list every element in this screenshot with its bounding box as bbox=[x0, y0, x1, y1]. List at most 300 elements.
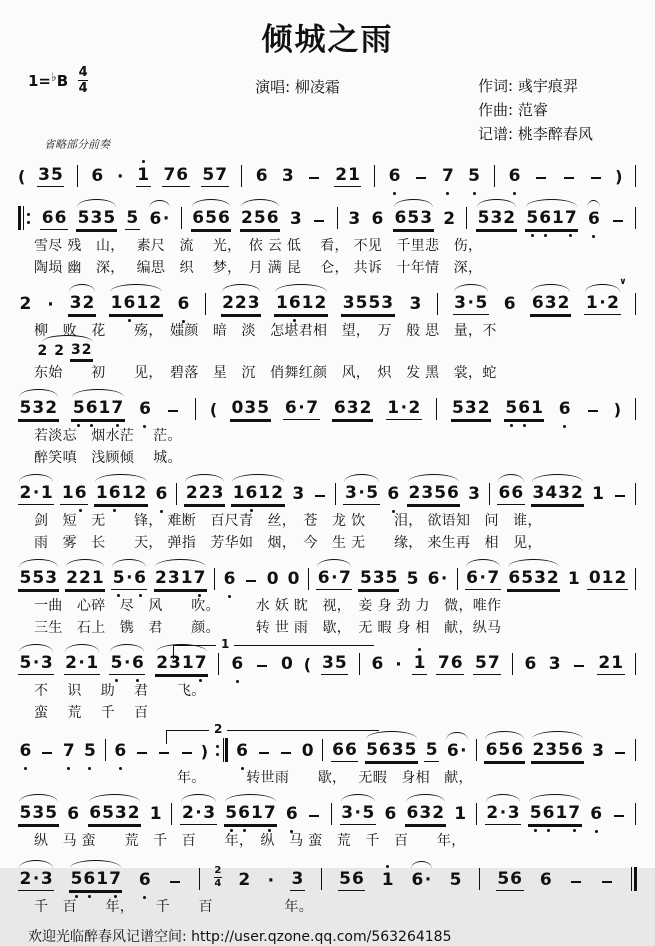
note-digit: 1 bbox=[232, 483, 245, 504]
lyrics-line: 三生 石上 镌 君 颜。 转 世 雨 歇， 无 暇 身 相 献，纵马 bbox=[34, 620, 502, 636]
note-group bbox=[18, 399, 59, 420]
note-digit: 2 bbox=[19, 483, 32, 504]
note-group bbox=[154, 485, 169, 505]
note-digit: 6 bbox=[539, 209, 552, 228]
note-group bbox=[191, 209, 232, 230]
note-group bbox=[408, 295, 423, 315]
barline bbox=[181, 207, 182, 229]
note-digit: 5 bbox=[474, 653, 487, 674]
dash-note bbox=[615, 752, 625, 754]
notation-line bbox=[10, 557, 645, 593]
slur-arc bbox=[69, 284, 95, 292]
note-digit: 6 bbox=[333, 398, 346, 419]
note-digit: 2 bbox=[271, 483, 284, 504]
slur-arc bbox=[110, 284, 161, 292]
note-digit: 5 bbox=[32, 568, 45, 589]
lyrics-line: 若淡忘 烟水茫 茫。 bbox=[34, 428, 182, 444]
lyrics-line: 东始 初 见， 碧落 星 沉 俏舞红颜 风， 炽 发 黑 裳，蛇 bbox=[34, 365, 497, 381]
notation-line bbox=[10, 195, 645, 233]
note-digit: 5 bbox=[477, 208, 490, 229]
parenthesis: ( bbox=[18, 167, 26, 187]
note-digit: 2 bbox=[234, 293, 247, 314]
note-digit: 5 bbox=[50, 165, 63, 186]
mid-time-signature bbox=[214, 866, 222, 889]
octave-dot-below bbox=[88, 895, 91, 898]
note-digit: 5 bbox=[425, 740, 438, 761]
lyrics-line: 柳 败 花 殇， 媸颜 暗 淡 怎堪君相 望， 万 般 思 量，不 bbox=[34, 323, 497, 339]
augmentation-dot: · bbox=[32, 653, 40, 674]
system-3 bbox=[10, 277, 645, 382]
note-group bbox=[254, 167, 269, 187]
barline bbox=[105, 739, 106, 761]
note-group bbox=[37, 166, 65, 187]
note-digit: 6 bbox=[114, 742, 127, 761]
octave-dot-below bbox=[24, 767, 27, 770]
note-group bbox=[155, 654, 208, 675]
slur-arc bbox=[19, 474, 53, 482]
note-digit: 6 bbox=[41, 208, 54, 229]
note-group bbox=[451, 399, 492, 420]
lyrics-line: 一曲 心碎 尽 风 吹。 水 妖 眈 视， 妾 身 劲 力 微，唯作 bbox=[34, 598, 502, 614]
note-digit: 2 bbox=[503, 208, 516, 229]
note-digit: 3 bbox=[69, 293, 82, 314]
note-digit: 2 bbox=[127, 803, 140, 824]
note-digit: 1 bbox=[413, 654, 426, 673]
system-10 bbox=[10, 855, 645, 916]
note-group bbox=[111, 569, 147, 590]
slur-arc bbox=[185, 474, 224, 482]
note-digit: 3 bbox=[592, 741, 604, 762]
note-digit: 2 bbox=[546, 568, 559, 589]
note-digit: 0 bbox=[301, 741, 314, 762]
note-group bbox=[286, 570, 301, 590]
system-9 bbox=[10, 792, 645, 850]
note-digit: 2 bbox=[241, 208, 253, 229]
note-digit: 5 bbox=[406, 569, 419, 590]
slur-arc bbox=[225, 794, 276, 802]
note-digit: 6 bbox=[344, 740, 357, 761]
slur-arc bbox=[531, 284, 570, 292]
note-group bbox=[566, 570, 581, 590]
barline bbox=[494, 165, 495, 187]
note-digit: 2 bbox=[65, 653, 77, 674]
note-group bbox=[321, 654, 349, 675]
note-digit: 1 bbox=[95, 483, 108, 504]
note-digit: 6 bbox=[571, 740, 583, 761]
augmentation-dot: · bbox=[123, 653, 131, 674]
note-digit: 6 bbox=[288, 294, 301, 313]
note-digit: 3 bbox=[534, 568, 546, 589]
octave-dot-below bbox=[573, 829, 576, 832]
note-digit: 5 bbox=[110, 654, 123, 673]
notation-line bbox=[10, 792, 645, 828]
note-group bbox=[40, 209, 68, 230]
slur-arc bbox=[156, 644, 207, 652]
note-group bbox=[465, 569, 501, 590]
note-group bbox=[300, 742, 315, 762]
note-digit: 2 bbox=[54, 343, 64, 359]
note-digit: 6 bbox=[54, 208, 67, 229]
barline bbox=[479, 868, 480, 890]
note-digit: 3 bbox=[454, 293, 466, 314]
note-digit: 3 bbox=[464, 398, 477, 419]
barline bbox=[476, 739, 477, 761]
slur-arc bbox=[406, 794, 445, 802]
note-group bbox=[53, 342, 66, 360]
note-group bbox=[441, 167, 456, 187]
note-digit: 6 bbox=[134, 569, 147, 588]
volta-label: 2 bbox=[209, 722, 227, 736]
note-digit: 5 bbox=[468, 167, 481, 186]
note-group bbox=[138, 400, 153, 420]
composer-credit: 作曲: 范睿 bbox=[478, 101, 548, 119]
slur-arc bbox=[508, 559, 559, 567]
note-digit: 5 bbox=[103, 208, 116, 229]
note-digit: 1 bbox=[110, 293, 123, 314]
note-digit: 1 bbox=[552, 208, 564, 229]
note-digit: 6 bbox=[388, 167, 401, 186]
note-digit: 5 bbox=[77, 208, 90, 229]
note-group bbox=[591, 485, 606, 505]
note-group bbox=[591, 742, 606, 762]
note-digit: 7 bbox=[194, 654, 207, 673]
note-group bbox=[442, 210, 457, 230]
note-group bbox=[424, 741, 439, 762]
note-digit: 3 bbox=[409, 294, 422, 315]
barline bbox=[476, 803, 477, 825]
note-digit: 5 bbox=[521, 568, 534, 589]
system-7 bbox=[10, 637, 645, 722]
note-digit: 1 bbox=[531, 398, 543, 419]
note-group bbox=[547, 655, 562, 675]
note-group bbox=[448, 871, 463, 891]
note-group bbox=[154, 569, 207, 590]
note-digit: 6 bbox=[231, 655, 244, 674]
note-digit: 1 bbox=[40, 483, 53, 504]
octave-dot-below bbox=[241, 767, 244, 770]
barline bbox=[171, 803, 172, 825]
note-group bbox=[18, 569, 59, 590]
dash-note bbox=[615, 495, 625, 497]
note-digit: 5 bbox=[362, 803, 375, 824]
note-digit: 6 bbox=[539, 870, 552, 891]
note-digit: 5 bbox=[205, 208, 217, 229]
dash-note bbox=[602, 881, 612, 883]
octave-dot-below bbox=[236, 680, 239, 683]
system-2 bbox=[10, 195, 645, 277]
note-digit: 1 bbox=[555, 803, 568, 824]
slur-arc bbox=[486, 794, 520, 802]
barline bbox=[635, 293, 636, 315]
note-digit: 7 bbox=[437, 653, 450, 674]
note-digit: 3 bbox=[40, 653, 53, 674]
note-digit: 7 bbox=[564, 209, 577, 228]
dash-note bbox=[246, 580, 256, 582]
barline bbox=[635, 483, 636, 505]
dash-note bbox=[614, 815, 624, 817]
note-digit: 1 bbox=[381, 871, 394, 890]
note-group bbox=[76, 209, 117, 230]
note-group bbox=[496, 870, 524, 891]
augmentation-dot: · bbox=[400, 398, 408, 419]
note-digit: 2 bbox=[598, 653, 611, 674]
barline bbox=[321, 868, 322, 890]
note-digit: 6 bbox=[317, 568, 330, 589]
note-digit: 5 bbox=[366, 740, 378, 761]
note-group bbox=[497, 484, 525, 505]
note-digit: 5 bbox=[368, 293, 381, 314]
augmentation-dot: · bbox=[499, 803, 507, 824]
note-group bbox=[66, 805, 81, 825]
note-digit: 2 bbox=[532, 740, 545, 761]
barline bbox=[374, 165, 375, 187]
lyrics-line: 蛮 荒 千 百 bbox=[34, 705, 149, 721]
note-digit: 1 bbox=[86, 653, 99, 674]
barline bbox=[437, 293, 438, 315]
note-digit: 0 bbox=[588, 568, 601, 589]
octave-dot-below bbox=[544, 234, 547, 237]
key-prefix: 1= bbox=[28, 71, 52, 90]
note-group bbox=[531, 741, 584, 762]
slur-arc bbox=[42, 335, 93, 342]
slur-arc bbox=[532, 731, 583, 739]
system-5 bbox=[10, 472, 645, 552]
note-digit: 6 bbox=[74, 484, 87, 503]
note-digit: 6 bbox=[108, 484, 121, 503]
system-1 bbox=[10, 154, 645, 190]
note-digit: 7 bbox=[487, 568, 500, 589]
slur-arc bbox=[532, 474, 583, 482]
slur-arc bbox=[192, 199, 231, 207]
slur-arc bbox=[66, 559, 105, 567]
note-group bbox=[222, 570, 237, 590]
note-digit: 3 bbox=[419, 803, 432, 824]
note-digit: 7 bbox=[442, 167, 455, 186]
note-digit: 6 bbox=[285, 805, 298, 824]
parenthesis: ) bbox=[615, 167, 623, 187]
note-digit: 5 bbox=[19, 803, 32, 824]
note-group bbox=[82, 742, 97, 762]
ts-top: 2 bbox=[214, 865, 222, 876]
note-group bbox=[538, 871, 553, 891]
flat-accidental: ♭ bbox=[51, 69, 57, 84]
octave-dot-below bbox=[116, 424, 119, 427]
note-digit: 5 bbox=[19, 568, 32, 589]
note-digit: 3 bbox=[90, 208, 103, 229]
barline bbox=[635, 803, 636, 825]
note-group bbox=[485, 804, 521, 825]
note-group bbox=[453, 294, 489, 315]
note-digit: 3 bbox=[32, 803, 45, 824]
note-digit: 6 bbox=[378, 740, 391, 761]
dash-note bbox=[137, 752, 147, 754]
slur-arc bbox=[241, 199, 280, 207]
credits bbox=[478, 74, 593, 146]
barline bbox=[512, 653, 513, 675]
augmentation-dot: · bbox=[467, 293, 474, 314]
octave-dot-below bbox=[128, 319, 131, 322]
volta-label: 1 bbox=[216, 637, 234, 651]
barline bbox=[489, 483, 490, 505]
note-digit: 2 bbox=[557, 293, 570, 314]
note-digit: 6 bbox=[255, 166, 268, 187]
note-digit: 1 bbox=[592, 484, 604, 505]
note-group bbox=[65, 569, 106, 590]
note-digit: 3 bbox=[203, 803, 216, 824]
slur-arc bbox=[477, 199, 516, 207]
note-digit: 5 bbox=[407, 208, 420, 229]
barline bbox=[335, 483, 336, 505]
note-digit: 2 bbox=[477, 398, 490, 419]
note-digit: 3 bbox=[281, 166, 294, 187]
note-digit: 3 bbox=[348, 209, 361, 230]
time-bottom: 4 bbox=[78, 81, 88, 96]
slur-arc bbox=[587, 200, 600, 208]
note-group bbox=[525, 209, 578, 230]
note-group bbox=[383, 805, 398, 825]
note-digit: 2 bbox=[432, 803, 445, 824]
note-digit: 2 bbox=[198, 483, 211, 504]
note-digit: 3 bbox=[289, 209, 302, 230]
note-group bbox=[64, 654, 100, 675]
final-barline bbox=[630, 867, 637, 891]
note-group bbox=[109, 294, 162, 315]
dash-note bbox=[182, 752, 192, 754]
note-digit: 0 bbox=[287, 569, 300, 590]
note-digit: 6 bbox=[217, 208, 230, 229]
note-digit: 4 bbox=[545, 483, 558, 504]
note-digit: 7 bbox=[215, 165, 228, 186]
note-digit: 7 bbox=[62, 742, 75, 761]
note-digit: 3 bbox=[169, 653, 181, 674]
notation-line bbox=[10, 387, 645, 423]
dash-note bbox=[536, 177, 546, 179]
note-group bbox=[426, 570, 449, 590]
note-digit: 2 bbox=[359, 398, 372, 419]
note-group bbox=[148, 210, 171, 230]
note-digit: 0 bbox=[266, 569, 279, 590]
note-group bbox=[467, 167, 482, 187]
note-digit: 7 bbox=[109, 870, 122, 889]
slur-arc bbox=[181, 794, 215, 802]
note-group bbox=[224, 804, 277, 825]
note-digit: 6 bbox=[371, 209, 384, 230]
lyrics-line: 陶埙 幽 深， 编思 织 梦， 月 满 昆 仑， 共诉 十年情 深， bbox=[34, 260, 483, 276]
note-group bbox=[18, 870, 54, 891]
note-digit: 1 bbox=[301, 293, 314, 314]
note-group bbox=[340, 804, 376, 825]
note-group bbox=[284, 805, 299, 825]
octave-dot-below bbox=[160, 510, 163, 513]
note-digit: 2 bbox=[185, 483, 198, 504]
notation-line bbox=[10, 472, 645, 508]
intro-omitted-note: 省略部分前奏 bbox=[44, 138, 110, 151]
slur-arc bbox=[19, 794, 58, 802]
note-digit: 7 bbox=[568, 804, 581, 823]
note-group bbox=[235, 742, 250, 762]
dash-note bbox=[159, 752, 169, 754]
slur-arc bbox=[112, 559, 146, 567]
note-digit: 3 bbox=[38, 165, 50, 186]
octave-dot-below bbox=[250, 509, 253, 512]
note-digit: 1 bbox=[121, 483, 134, 504]
note-group bbox=[94, 484, 147, 505]
header bbox=[10, 14, 645, 143]
note-group bbox=[338, 870, 366, 891]
note-digit: 2 bbox=[78, 568, 91, 589]
note-digit: 5 bbox=[257, 398, 270, 419]
note-digit: 6 bbox=[503, 294, 516, 315]
note-digit: 5 bbox=[72, 399, 85, 418]
parenthesis: ) bbox=[200, 742, 209, 762]
note-digit: 5 bbox=[102, 803, 114, 824]
note-digit: 1 bbox=[348, 165, 360, 186]
note-digit: 6 bbox=[510, 869, 522, 890]
score-body bbox=[10, 154, 645, 916]
time-top: 4 bbox=[78, 65, 88, 80]
note-digit: 7 bbox=[111, 399, 124, 418]
slur-arc bbox=[149, 200, 170, 208]
note-group bbox=[230, 655, 245, 675]
note-digit: 5 bbox=[385, 568, 398, 589]
augmentation-dot: · bbox=[267, 871, 275, 892]
system-6 bbox=[10, 557, 645, 637]
note-group bbox=[148, 805, 163, 825]
barline bbox=[195, 398, 196, 420]
note-digit: 2 bbox=[37, 343, 48, 359]
note-digit: 6 bbox=[427, 569, 440, 590]
note-digit: 5 bbox=[83, 742, 96, 761]
note-group bbox=[36, 342, 49, 360]
note-group bbox=[184, 484, 225, 505]
note-group bbox=[386, 485, 401, 505]
note-digit: 6 bbox=[511, 483, 524, 504]
note-group bbox=[18, 654, 54, 675]
note-digit: 2 bbox=[614, 568, 627, 589]
augmentation-dot: · bbox=[395, 655, 402, 676]
note-digit: 5 bbox=[126, 208, 139, 229]
note-digit: 6 bbox=[411, 870, 424, 891]
note-digit: 3 bbox=[45, 568, 58, 589]
slur-arc bbox=[77, 199, 116, 207]
slur-arc bbox=[72, 389, 123, 397]
notation-line bbox=[10, 855, 645, 894]
note-digit: 1 bbox=[275, 293, 288, 314]
augmentation-dot: · bbox=[32, 869, 40, 890]
slur-arc bbox=[454, 284, 488, 292]
note-group bbox=[113, 742, 128, 762]
note-group bbox=[18, 295, 33, 315]
barline bbox=[241, 165, 242, 187]
note-group bbox=[68, 294, 96, 315]
note-group bbox=[405, 804, 446, 825]
note-digit: 1 bbox=[91, 568, 104, 589]
note-group bbox=[467, 485, 482, 505]
augmentation-dot: · bbox=[440, 569, 448, 590]
note-digit: 5 bbox=[497, 869, 510, 890]
note-group bbox=[201, 166, 229, 187]
note-digit: 1 bbox=[601, 568, 614, 589]
slur-arc bbox=[19, 860, 53, 868]
singer-credit: 演唱: 柳凌霜 bbox=[255, 78, 340, 96]
note-digit: 5 bbox=[19, 653, 32, 674]
note-group bbox=[60, 484, 88, 505]
note-digit: 5 bbox=[452, 398, 464, 419]
note-digit: 3 bbox=[40, 869, 53, 890]
note-digit: 3 bbox=[346, 398, 359, 419]
note-digit: 6 bbox=[406, 803, 419, 824]
note-digit: 1 bbox=[250, 803, 263, 824]
